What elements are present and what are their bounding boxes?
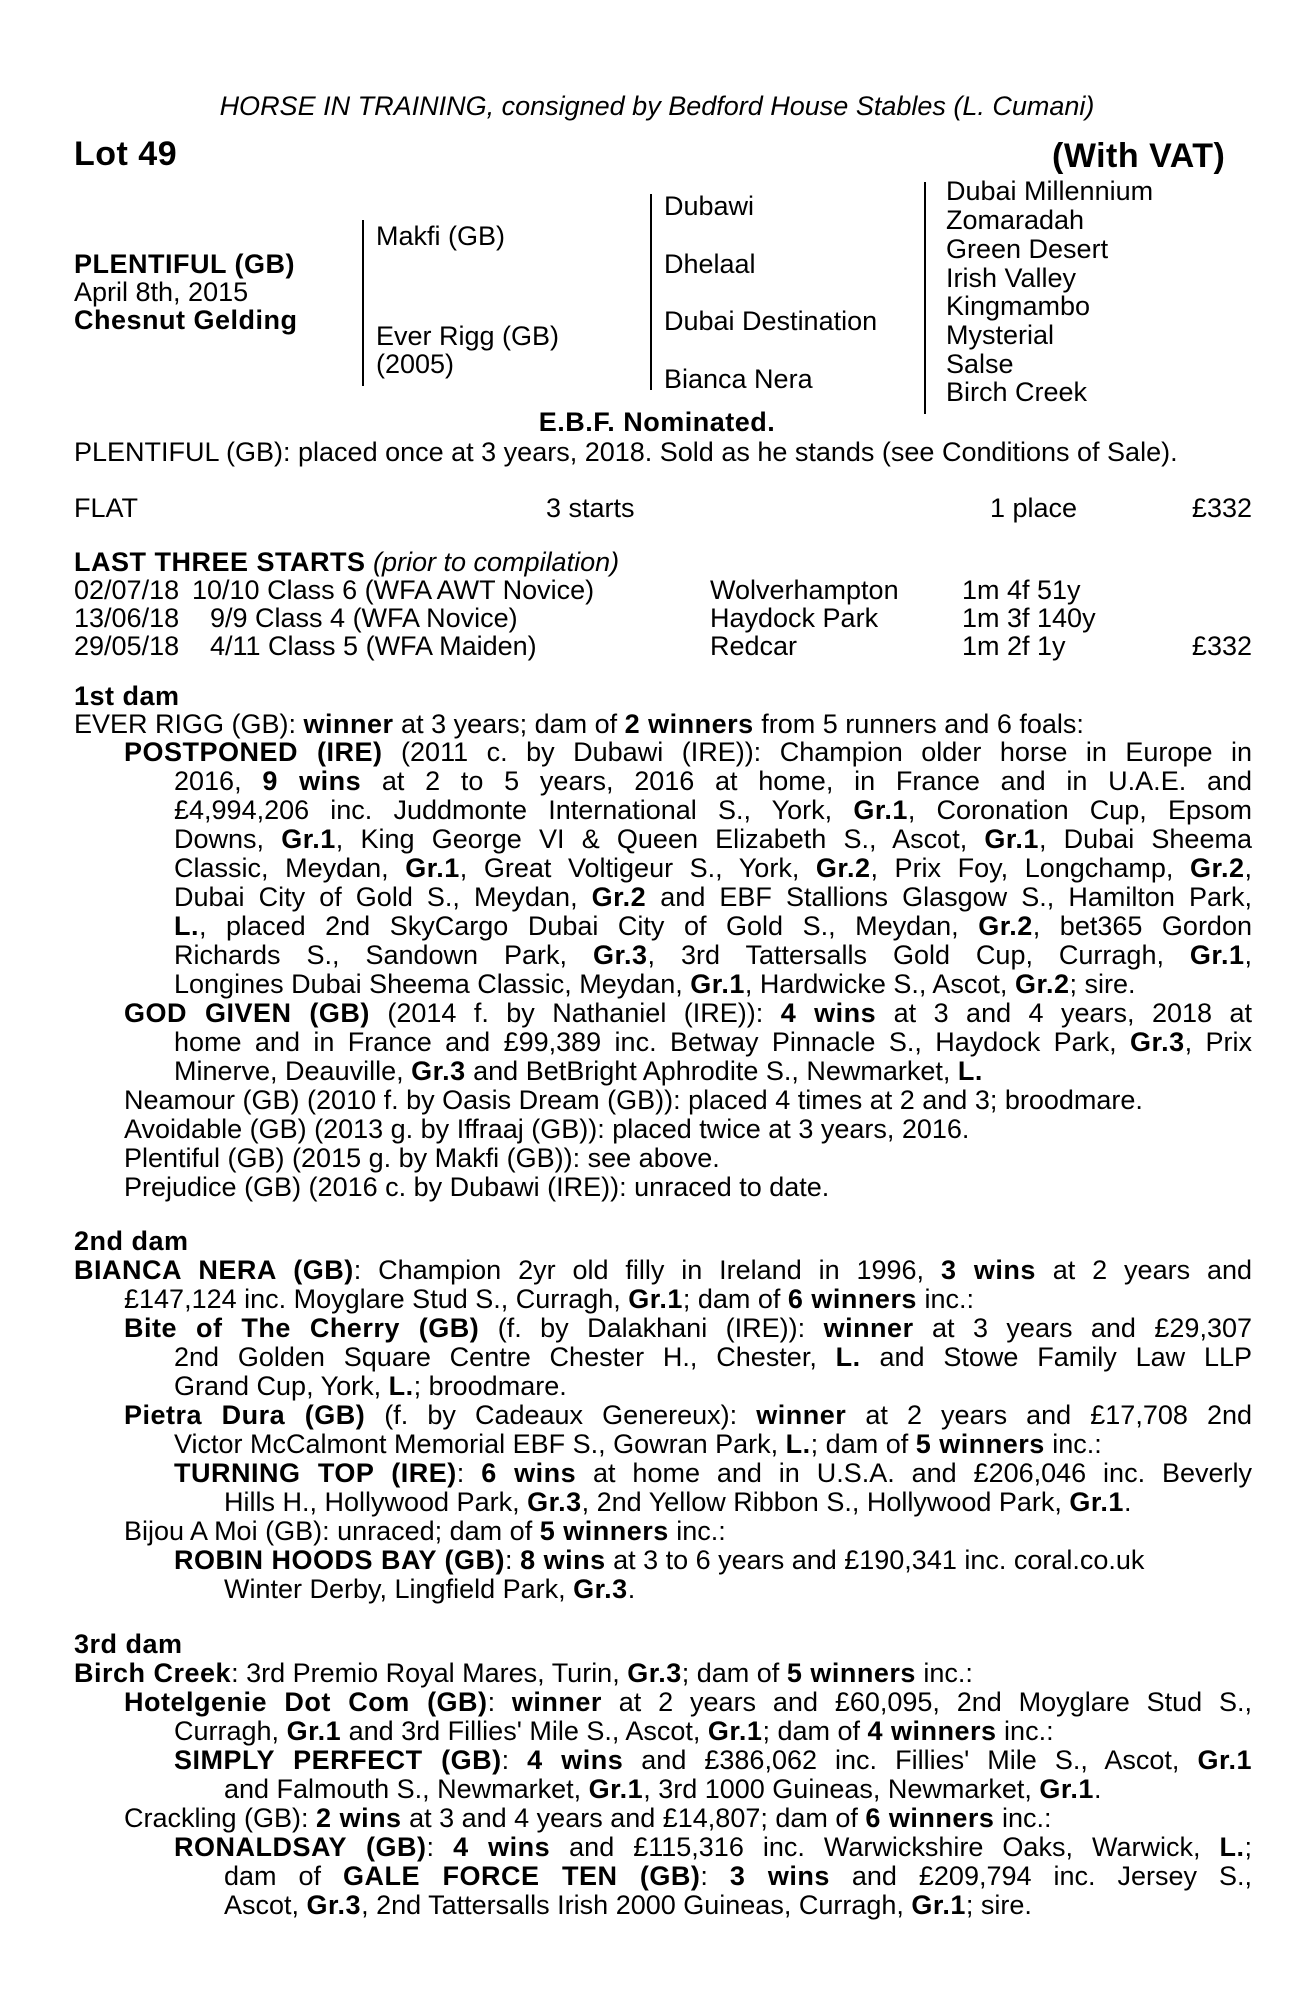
pedigree-gen3-8: Birch Creek xyxy=(946,377,1088,407)
postponed-line-4: Downs, Gr.1, King George VI & Queen Elizabeth S., Ascot, Gr.1, Dubai Sheema xyxy=(174,824,1252,854)
bijou-line: Bijou A Moi (GB): unraced; dam of 5 winners inc.: xyxy=(124,1516,726,1546)
postponed-line-1: POSTPONED (IRE) (2011 c. by Dubawi (IRE)): Champion older horse in Europe in xyxy=(124,737,1252,767)
pietra-line-1: Pietra Dura (GB) (f. by Cadeaux Genereux): winner at 2 years and £17,708 2nd xyxy=(124,1400,1253,1430)
record-earnings: £332 xyxy=(1191,493,1252,523)
horse-name: PLENTIFUL (GB) xyxy=(74,249,295,279)
pedigree-dam-year: (2005) xyxy=(376,349,455,379)
pedigree-gen3-4: Irish Valley xyxy=(946,263,1077,293)
postponed-line-5: Classic, Meydan, Gr.1, Great Voltigeur S., York, Gr.2, Prix Foy, Longchamp, Gr.2, xyxy=(174,853,1253,883)
pedigree-divider-1 xyxy=(362,220,364,386)
other-foal-3: Plentiful (GB) (2015 g. by Makfi (GB)): see above. xyxy=(124,1143,720,1173)
pedigree-divider-2 xyxy=(650,194,652,390)
ebf-nominated: E.B.F. Nominated. xyxy=(538,407,776,437)
postponed-line-2: 2016, 9 wins at 2 to 5 years, 2016 at home, in France and in U.A.E. and xyxy=(174,766,1252,796)
vat-label: (With VAT) xyxy=(1052,137,1226,175)
simply-perfect-line-2: and Falmouth S., Newmarket, Gr.1, 3rd 1000 Guineas, Newmarket, Gr.1. xyxy=(224,1774,1102,1804)
start-1-course: Wolverhampton xyxy=(710,575,899,605)
bite-line-2: 2nd Golden Square Centre Chester H., Chester, L. and Stowe Family Law LLP xyxy=(174,1342,1252,1372)
start-2-date: 13/06/18 xyxy=(74,603,180,633)
third-dam-line-1: Birch Creek: 3rd Premio Royal Mares, Turin, Gr.3; dam of 5 winners inc.: xyxy=(74,1658,973,1688)
second-dam-heading: 2nd dam xyxy=(74,1226,189,1256)
other-foal-4: Prejudice (GB) (2016 c. by Dubawi (IRE)): unraced to date. xyxy=(124,1172,830,1202)
robin-line-2: Winter Derby, Lingfield Park, Gr.3. xyxy=(224,1574,636,1604)
start-2-course: Haydock Park xyxy=(710,603,879,633)
ronaldsay-line-2: dam of GALE FORCE TEN (GB): 3 wins and £209,794 inc. Jersey S., xyxy=(224,1861,1252,1891)
god-given-line-1: GOD GIVEN (GB) (2014 f. by Nathaniel (IRE)): 4 wins at 3 and 4 years, 2018 at xyxy=(124,998,1252,1028)
second-dam-line-2: £147,124 inc. Moyglare Stud S., Curragh, Gr.1; dam of 6 winners inc.: xyxy=(124,1284,974,1314)
pietra-line-2: Victor McCalmont Memorial EBF S., Gowran Park, L.; dam of 5 winners inc.: xyxy=(174,1429,1102,1459)
first-dam-heading: 1st dam xyxy=(74,681,180,711)
other-foal-2: Avoidable (GB) (2013 g. by Iffraaj (GB)): placed twice at 3 years, 2016. xyxy=(124,1114,970,1144)
pedigree-gen2-3: Dubai Destination xyxy=(664,306,878,336)
start-1-date: 02/07/18 xyxy=(74,575,180,605)
second-dam-line-1: BIANCA NERA (GB): Champion 2yr old filly in Ireland in 1996, 3 wins at 2 years and xyxy=(74,1255,1253,1285)
turning-line-2: Hills H., Hollywood Park, Gr.3, 2nd Yellow Ribbon S., Hollywood Park, Gr.1. xyxy=(224,1487,1132,1517)
start-2-distance: 1m 3f 140y xyxy=(962,603,1096,633)
last-starts-heading xyxy=(74,548,619,577)
start-3-distance: 1m 2f 1y xyxy=(962,631,1066,661)
pedigree-sire: Makfi (GB) xyxy=(376,221,506,251)
first-dam-line: EVER RIGG (GB): winner at 3 years; dam of 2 winners from 5 runners and 6 foals: xyxy=(74,709,1084,739)
god-given-line-2: home and in France and £99,389 inc. Betway Pinnacle S., Haydock Park, Gr.3, Prix xyxy=(174,1027,1252,1057)
postponed-line-8: Richards S., Sandown Park, Gr.3, 3rd Tattersalls Gold Cup, Curragh, Gr.1, xyxy=(174,940,1252,970)
start-3-course: Redcar xyxy=(710,631,798,661)
horse-description: Chesnut Gelding xyxy=(74,305,298,335)
postponed-line-3: £4,994,206 inc. Juddmonte International S., York, Gr.1, Coronation Cup, Epsom xyxy=(174,795,1252,825)
turning-line-1: TURNING TOP (IRE): 6 wins at home and in U.S.A. and £206,046 inc. Beverly xyxy=(174,1458,1252,1488)
pedigree-gen3-2: Zomaradah xyxy=(946,205,1085,235)
start-1-distance: 1m 4f 51y xyxy=(962,575,1081,605)
hotelgenie-line-1: Hotelgenie Dot Com (GB): winner at 2 years and £60,095, 2nd Moyglare Stud S., xyxy=(124,1687,1252,1717)
pedigree-gen3-5: Kingmambo xyxy=(946,291,1091,321)
horse-dob: April 8th, 2015 xyxy=(74,277,249,307)
simply-perfect-line-1: SIMPLY PERFECT (GB): 4 wins and £386,062 inc. Fillies' Mile S., Ascot, Gr.1 xyxy=(174,1745,1253,1775)
start-3-prize: £332 xyxy=(1191,631,1252,661)
start-2-race: 9/9 Class 4 (WFA Novice) xyxy=(210,603,518,633)
pedigree-gen2-1: Dubawi xyxy=(664,191,755,221)
crackling-line: Crackling (GB): 2 wins at 3 and 4 years and £14,807; dam of 6 winners inc.: xyxy=(124,1803,1052,1833)
bite-line-1: Bite of The Cherry (GB) (f. by Dalakhani (IRE)): winner at 3 years and £29,307 xyxy=(124,1313,1252,1343)
record-places: 1 place xyxy=(990,493,1078,523)
lot-number: Lot 49 xyxy=(74,135,178,173)
pedigree-gen3-7: Salse xyxy=(946,349,1014,379)
bite-line-3: Grand Cup, York, L.; broodmare. xyxy=(174,1371,567,1401)
ronaldsay-line-3: Ascot, Gr.3, 2nd Tattersalls Irish 2000 Guineas, Curragh, Gr.1; sire. xyxy=(224,1890,1032,1920)
last-starts-title: LAST THREE STARTS xyxy=(74,547,366,577)
pedigree-divider-3 xyxy=(924,182,926,414)
consignment-line: HORSE IN TRAINING, consigned by Bedford House Stables (L. Cumani) xyxy=(219,91,1095,121)
start-1-race: 10/10 Class 6 (WFA AWT Novice) xyxy=(192,575,595,605)
pedigree-gen2-2: Dhelaal xyxy=(664,249,756,279)
postponed-line-7: L., placed 2nd SkyCargo Dubai City of Gold S., Meydan, Gr.2, bet365 Gordon xyxy=(174,911,1252,941)
third-dam-heading: 3rd dam xyxy=(74,1629,183,1659)
start-3-date: 29/05/18 xyxy=(74,631,180,661)
hotelgenie-line-2: Curragh, Gr.1 and 3rd Fillies' Mile S., Ascot, Gr.1; dam of 4 winners inc.: xyxy=(174,1716,1054,1746)
ronaldsay-line-1: RONALDSAY (GB): 4 wins and £115,316 inc. Warwickshire Oaks, Warwick, L.; xyxy=(174,1832,1252,1862)
start-3-race: 4/11 Class 5 (WFA Maiden) xyxy=(210,631,537,661)
pedigree-gen3-3: Green Desert xyxy=(946,234,1109,264)
pedigree-dam: Ever Rigg (GB) xyxy=(376,321,560,351)
pedigree-gen2-4: Bianca Nera xyxy=(664,364,813,394)
postponed-line-9: Longines Dubai Sheema Classic, Meydan, Gr.1, Hardwicke S., Ascot, Gr.2; sire. xyxy=(174,969,1136,999)
pedigree-gen3-6: Mysterial xyxy=(946,320,1055,350)
pedigree-gen3-1: Dubai Millennium xyxy=(946,176,1154,206)
record-type: FLAT xyxy=(74,493,139,523)
god-given-line-3: Minerve, Deauville, Gr.3 and BetBright Aphrodite S., Newmarket, L. xyxy=(174,1056,983,1086)
last-starts-note: (prior to compilation) xyxy=(373,547,620,577)
robin-line-1: ROBIN HOODS BAY (GB): 8 wins at 3 to 6 years and £190,341 inc. coral.co.uk xyxy=(174,1545,1145,1575)
record-starts: 3 starts xyxy=(546,493,635,523)
other-foal-1: Neamour (GB) (2010 f. by Oasis Dream (GB)): placed 4 times at 2 and 3; broodmare. xyxy=(124,1085,1143,1115)
postponed-line-6: Dubai City of Gold S., Meydan, Gr.2 and EBF Stallions Glasgow S., Hamilton Park, xyxy=(174,882,1252,912)
race-summary: PLENTIFUL (GB): placed once at 3 years, 2018. Sold as he stands (see Conditions of Sale). xyxy=(74,437,1178,467)
